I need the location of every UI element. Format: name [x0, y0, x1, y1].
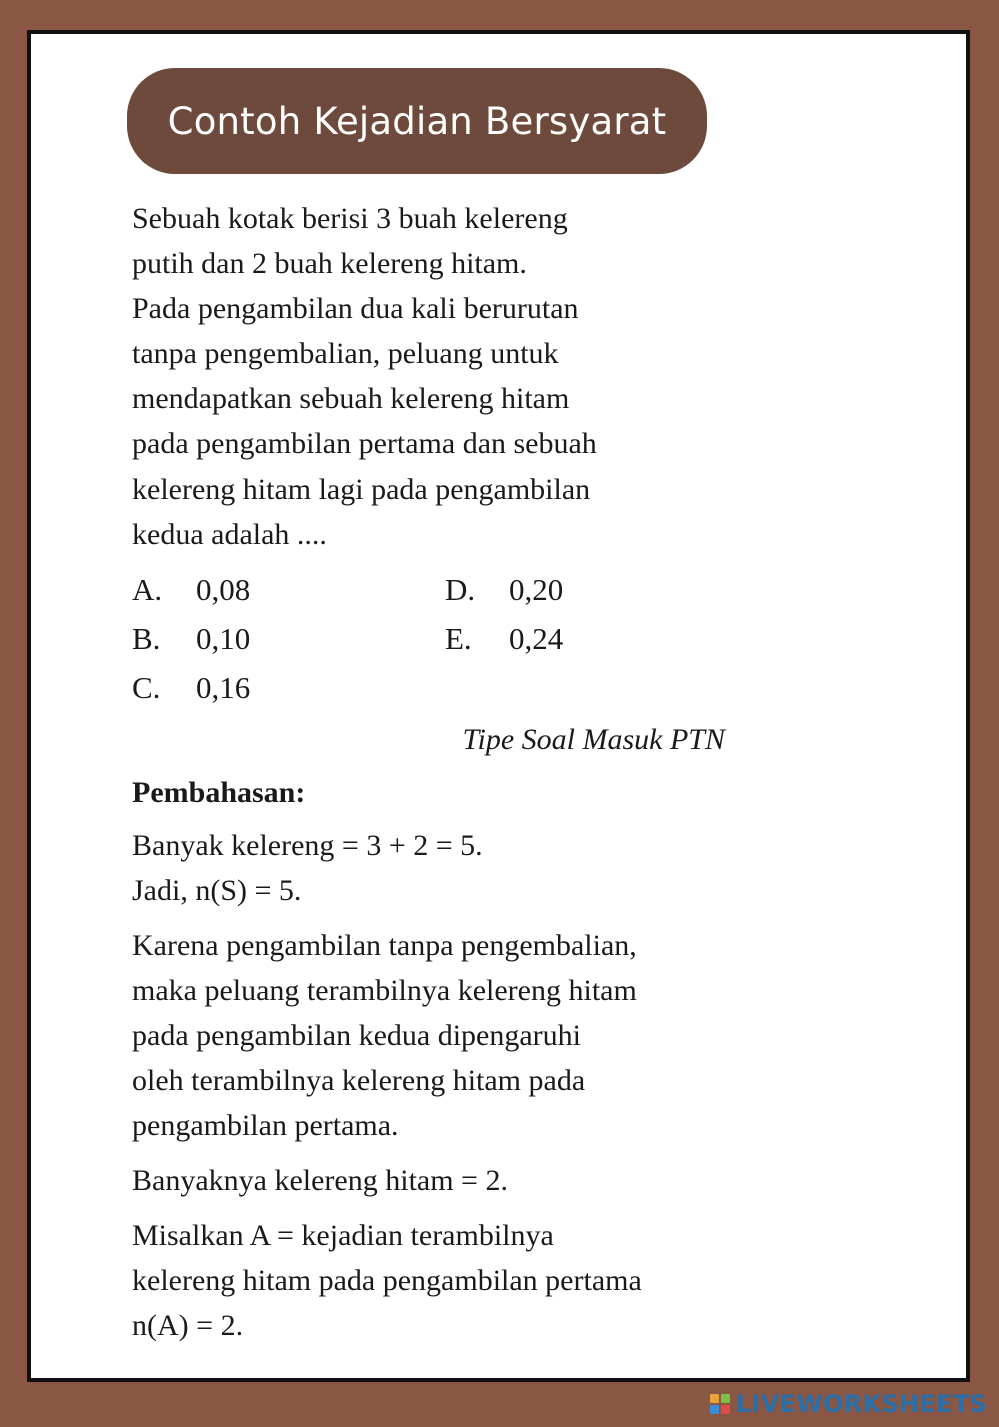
- question-line: putih dan 2 buah kelereng hitam.: [132, 247, 527, 281]
- question-line: mendapatkan sebuah kelereng hitam: [132, 382, 570, 416]
- option-b: B. 0,10: [132, 620, 251, 656]
- discussion-paragraph-1: [132, 823, 772, 913]
- question-line: kedua adalah ....: [132, 517, 327, 551]
- question-line: Sebuah kotak berisi 3 buah kelereng: [132, 202, 568, 235]
- discussion-line: Jadi, n(S) = 5.: [132, 873, 302, 907]
- question-text: [132, 196, 772, 557]
- question-line: tanpa pengembalian, peluang untuk: [132, 337, 559, 371]
- option-c: C. 0,16: [132, 669, 251, 705]
- brand-name: LIVEWORKSHEETS: [735, 1390, 987, 1418]
- liveworksheets-watermark: [710, 1389, 987, 1419]
- question-line: kelereng hitam lagi pada pengambilan: [132, 472, 591, 506]
- question-source: Tipe Soal Masuk PTN: [462, 722, 725, 756]
- discussion-paragraph-3: [132, 1158, 772, 1203]
- discussion-line: maka peluang terambilnya kelereng hitam: [132, 973, 637, 1007]
- discussion-paragraph-4: [132, 1213, 772, 1348]
- question-line: pada pengambilan pertama dan sebuah: [132, 427, 597, 461]
- discussion-line: pengambilan pertama.: [132, 1108, 399, 1142]
- discussion-heading: Pembahasan:: [132, 775, 306, 809]
- discussion-line: Misalkan A = kejadian terambilnya: [132, 1218, 554, 1252]
- answer-options: [132, 565, 772, 715]
- discussion-line: Karena pengambilan tanpa pengembalian,: [132, 928, 637, 962]
- discussion-line: oleh terambilnya kelereng hitam pada: [132, 1063, 586, 1097]
- option-d: D. 0,20: [445, 571, 564, 607]
- page-title: Contoh Kejadian Bersyarat: [167, 99, 667, 143]
- discussion-paragraph-2: [132, 923, 772, 1148]
- discussion-line: n(A) = 2.: [132, 1308, 244, 1342]
- discussion-line: Banyaknya kelereng hitam = 2.: [132, 1163, 508, 1197]
- discussion-line: Banyak kelereng = 3 + 2 = 5.: [132, 828, 483, 862]
- content-area: [132, 196, 772, 1348]
- option-e: E. 0,24: [445, 620, 564, 656]
- question-line: Pada pengambilan dua kali berurutan: [132, 292, 579, 326]
- option-a: A. 0,08: [132, 571, 251, 607]
- worksheet-page: [27, 30, 970, 1382]
- discussion-line: pada pengambilan kedua dipengaruhi: [132, 1018, 582, 1052]
- discussion-line: kelereng hitam pada pengambilan pertama: [132, 1263, 642, 1297]
- liveworksheets-logo-icon: [710, 1394, 730, 1414]
- title-banner: [127, 68, 707, 174]
